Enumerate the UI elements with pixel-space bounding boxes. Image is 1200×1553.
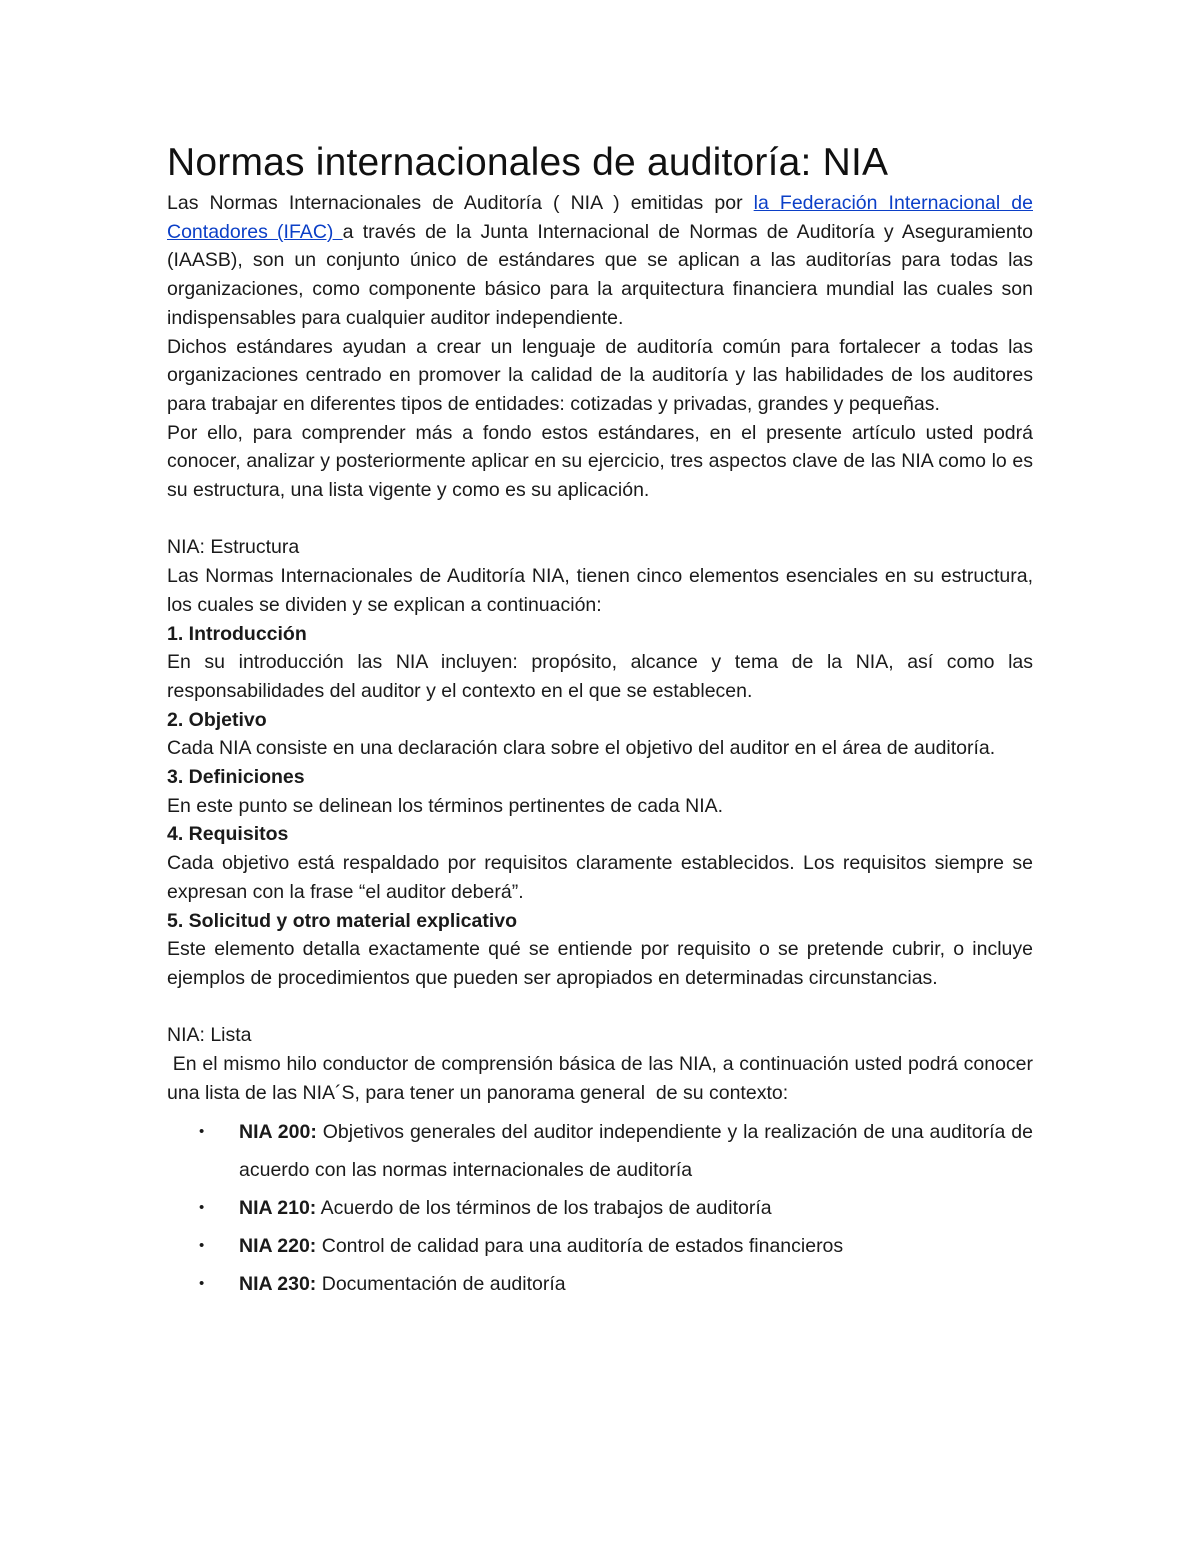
section-heading-estructura: NIA: Estructura	[167, 536, 300, 559]
element-title-objetivo: 2. Objetivo	[167, 708, 267, 731]
ifac-link[interactable]: la Federación Internacional de Contadores (IFAC)	[167, 192, 1033, 243]
intro-p1-text-after: a través de la Junta Internacional de Normas de Auditoría y Aseguramiento (IAASB), son un conjunto único de estándares que se aplican a las auditorías para todas las organizaciones, como componente básico para la arquitectura financiera mundial las cuales son indispensables para cualquier auditor independiente.	[167, 220, 1033, 329]
bullet-icon: •	[199, 1123, 205, 1141]
intro-p1-text-before: Las Normas Internacionales de Auditoría ( NIA ) emitidas por	[167, 192, 754, 214]
element-title-introduccion: 1. Introducción	[167, 622, 307, 645]
element-title-solicitud: 5. Solicitud y otro material explicativo	[167, 909, 518, 932]
intro-paragraph-3: Por ello, para comprender más a fondo estos estándares, en el presente artículo usted podrá conocer, analizar y posteriormente aplicar en su ejercicio, tres aspectos clave de las NIA como lo es su estructura, una lista vigente y como es su aplicación.	[167, 421, 1033, 502]
bullet-icon: •	[199, 1237, 205, 1255]
nia-code: NIA 230:	[239, 1273, 317, 1296]
element-title-definiciones: 3. Definiciones	[167, 766, 305, 789]
intro-paragraph-2: Dichos estándares ayudan a crear un lenguaje de auditoría común para fortalecer a todas las organizaciones centrado en promover la calidad de la auditoría y las habilidades de los auditores para trabajar en diferentes tipos de entidades: cotizadas y privadas, grandes y pequeñas.	[167, 335, 1033, 415]
nia-code: NIA 200:	[239, 1121, 317, 1144]
element-text-definiciones: En este punto se delinean los términos pertinentes de cada NIA.	[167, 794, 724, 817]
element-text-objetivo: Cada NIA consiste en una declaración clara sobre el objetivo del auditor en el área de auditoría.	[167, 737, 996, 760]
list-item	[167, 1227, 1033, 1265]
list-item	[167, 1189, 1033, 1227]
spacer	[167, 505, 1033, 534]
nia-description: Acuerdo de los términos de los trabajos de auditoría	[316, 1197, 772, 1220]
element-text-introduccion: En su introducción las NIA incluyen: propósito, alcance y tema de la NIA, así como las responsabilidades del auditor y el contexto en el que se establecen.	[167, 651, 1033, 702]
nia-code: NIA 220:	[239, 1235, 317, 1258]
document-page	[167, 138, 1039, 1303]
bullet-icon: •	[199, 1199, 205, 1217]
document-title: Normas internacionales de auditoría: NIA	[167, 141, 889, 184]
bullet-icon: •	[199, 1275, 205, 1293]
nia-list	[167, 1113, 1033, 1303]
section-heading-lista: NIA: Lista	[167, 1024, 252, 1047]
intro-paragraph-1	[167, 189, 1033, 333]
element-title-requisitos: 4. Requisitos	[167, 823, 289, 846]
list-item	[167, 1113, 1033, 1189]
list-item	[167, 1265, 1033, 1303]
nia-description: Objetivos generales del auditor independiente y la realización de una auditoría de acuerdo con las normas internacionales de auditoría	[239, 1121, 1033, 1182]
element-text-solicitud: Este elemento detalla exactamente qué se entiende por requisito o se pretende cubrir, o incluye ejemplos de procedimientos que pueden ser apropiados en determinadas circunstancias.	[167, 938, 1033, 989]
spacer	[167, 993, 1033, 1022]
element-text-requisitos: Cada objetivo está respaldado por requisitos claramente establecidos. Los requisitos siempre se expresan con la frase “el auditor deberá”.	[167, 852, 1033, 903]
lista-intro: En el mismo hilo conductor de comprensión básica de las NIA, a continuación usted podrá conocer una lista de las NIA´S, para tener un panorama general de su contexto:	[167, 1053, 1039, 1104]
nia-code: NIA 210:	[239, 1197, 317, 1220]
estructura-intro: Las Normas Internacionales de Auditoría NIA, tienen cinco elementos esenciales en su estructura, los cuales se dividen y se explican a continuación:	[167, 565, 1033, 616]
nia-description: Documentación de auditoría	[316, 1273, 566, 1296]
nia-description: Control de calidad para una auditoría de estados financieros	[316, 1235, 844, 1258]
